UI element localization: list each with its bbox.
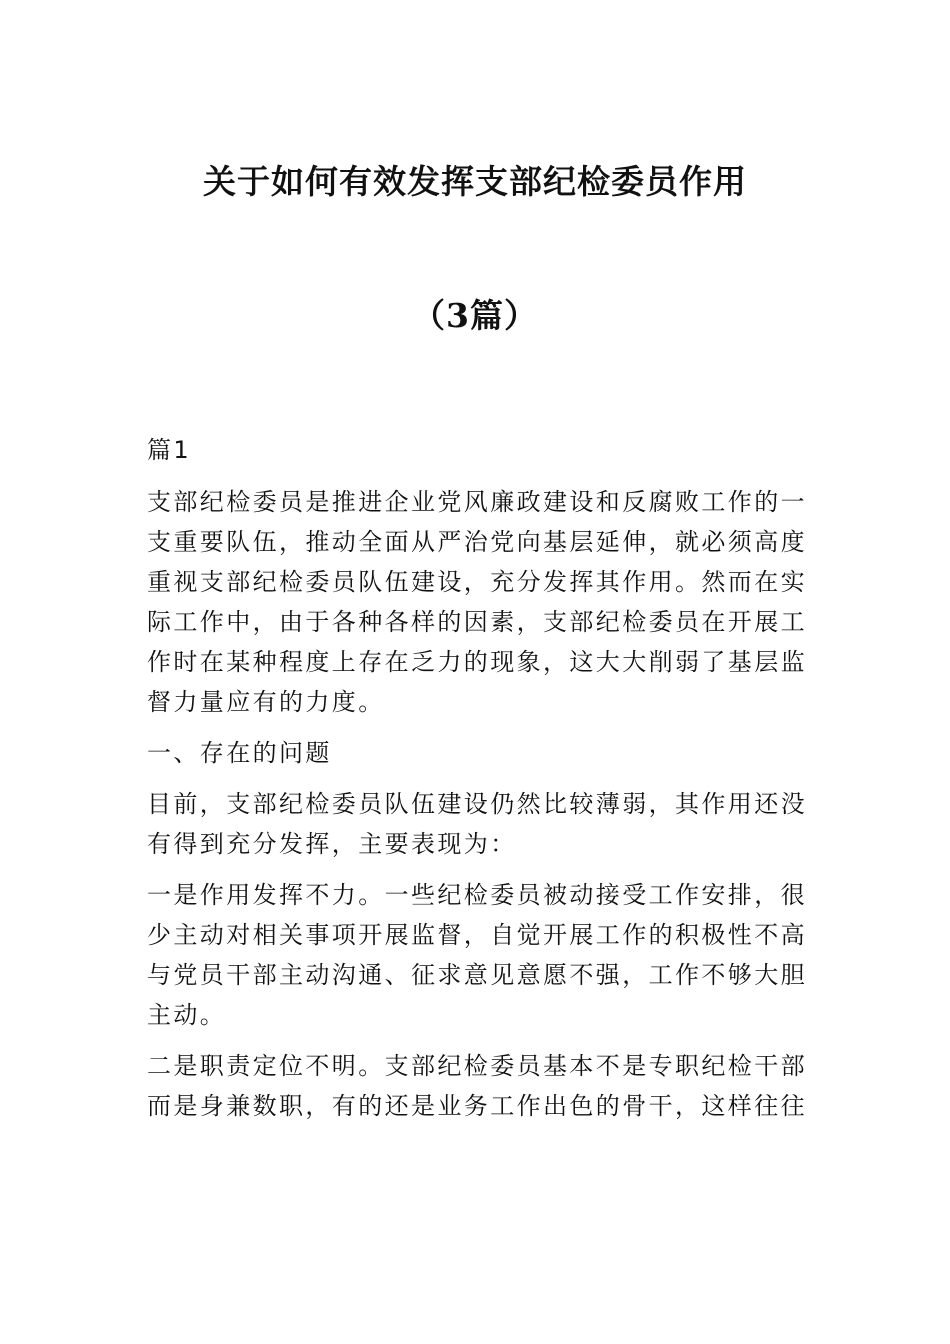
- document-subtitle: （3篇）: [412, 296, 538, 335]
- paragraph-overview: 目前，支部纪检委员队伍建设仍然比较薄弱，其作用还没有得到充分发挥，主要表现为：: [147, 790, 807, 858]
- section-heading-problems: 一、存在的问题: [147, 739, 332, 767]
- document-body: [147, 430, 807, 1137]
- paragraph-point-one: 一是作用发挥不力。一些纪检委员被动接受工作安排，很少主动对相关事项开展监督，自觉开展工作的积极性不高与党员干部主动沟通、征求意见意愿不强，工作不够大胆主动。: [147, 881, 807, 1029]
- paragraph-point-two: 二是职责定位不明。支部纪检委员基本不是专职纪检干部而是身兼数职，有的还是业务工作出色的骨干，这样往往: [147, 1052, 807, 1120]
- document-title: 关于如何有效发挥支部纪检委员作用: [203, 162, 747, 201]
- section-label: 篇1: [147, 436, 192, 464]
- paragraph-intro: 支部纪检委员是推进企业党风廉政建设和反腐败工作的一支重要队伍，推动全面从严治党向基层延伸，就必须高度重视支部纪检委员队伍建设，充分发挥其作用。然而在实际工作中，由于各种各样的因素，支部纪检委员在开展工作时在某种程度上存在乏力的现象，这大大削弱了基层监督力量应有的力度。: [147, 488, 807, 716]
